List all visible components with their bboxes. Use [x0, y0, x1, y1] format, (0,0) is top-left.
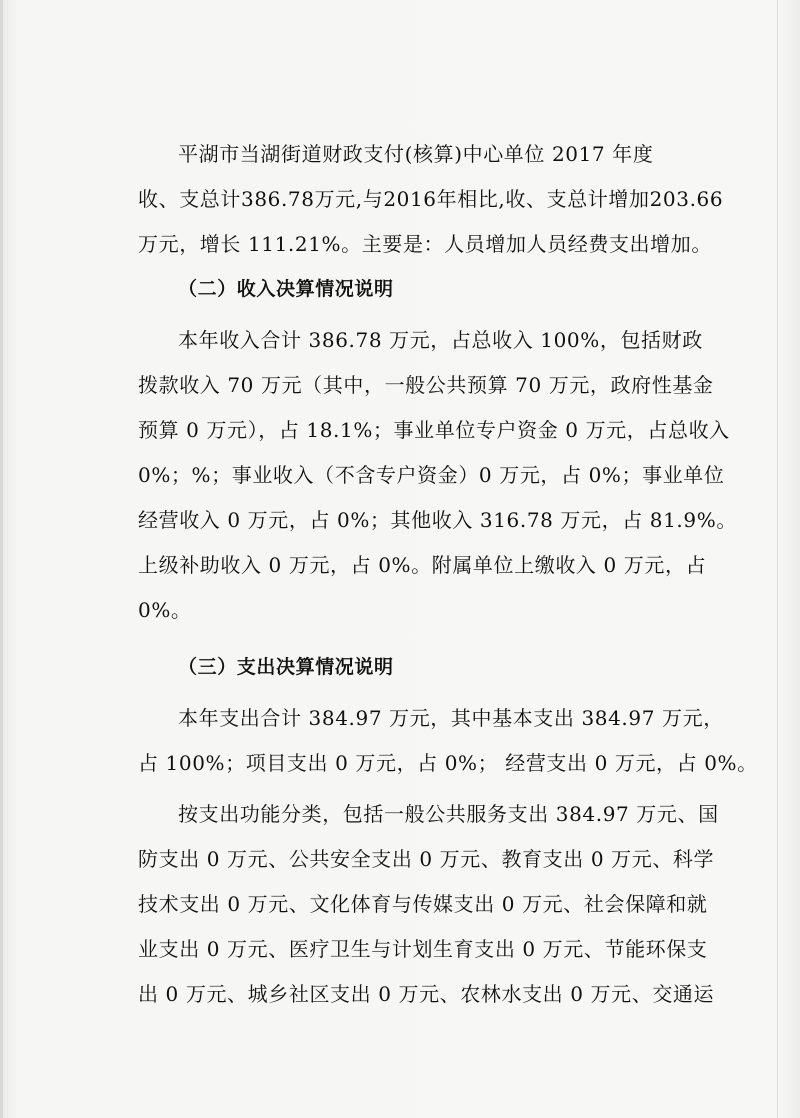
paragraph-income [138, 318, 737, 633]
text-line: 万元，增长 111.21%。主要是：人员增加人员经费支出增加。 [138, 232, 712, 256]
text-line: 平湖市当湖街道财政支付(核算)中心单位 2017 年度 [178, 142, 654, 166]
text-line: 本年支出合计 384.97 万元，其中基本支出 384.97 万元， [178, 706, 724, 730]
text-line: 本年收入合计 386.78 万元，占总收入 100%，包括财政 [178, 328, 703, 352]
text-line: 经营收入 0 万元，占 0%；其他收入 316.78 万元，占 81.9%。 [138, 508, 737, 532]
text-line: 防支出 0 万元、公共安全支出 0 万元、教育支出 0 万元、科学 [138, 847, 715, 871]
text-line: 占 100%；项目支出 0 万元，占 0%； 经营支出 0 万元，占 0%。 [138, 751, 758, 775]
paragraph-total-summary [138, 132, 724, 267]
paragraph-expenditure [138, 696, 758, 786]
text-line: 出 0 万元、城乡社区支出 0 万元、农林水支出 0 万元、交通运 [138, 982, 715, 1006]
text-line: 按支出功能分类，包括一般公共服务支出 384.97 万元、国 [178, 802, 719, 826]
text-line: 收、支总计386.78万元,与2016年相比,收、支总计增加203.66 [138, 187, 724, 211]
text-line: 预算 0 万元），占 18.1%；事业单位专户资金 0 万元，占总收入 [138, 418, 730, 442]
text-line: 业支出 0 万元、医疗卫生与计划生育支出 0 万元、节能环保支 [138, 937, 708, 961]
heading-expenditure: （三）支出决算情况说明 [178, 656, 394, 678]
text-line: 上级补助收入 0 万元，占 0%。附属单位上缴收入 0 万元，占 [138, 553, 707, 577]
heading-income: （二）收入决算情况说明 [178, 278, 394, 300]
document-body [138, 132, 758, 1017]
scan-edge-right [777, 0, 778, 1118]
text-line: 拨款收入 70 万元（其中，一般公共预算 70 万元，政府性基金 [138, 373, 714, 397]
text-line: 技术支出 0 万元、文化体育与传媒支出 0 万元、社会保障和就 [138, 892, 708, 916]
paragraph-expenditure-by-function [138, 792, 719, 1017]
text-line: 0%。 [138, 598, 192, 622]
text-line: 0%；%；事业收入（不含专户资金）0 万元，占 0%；事业单位 [138, 463, 725, 487]
scan-edge-left [0, 0, 3, 1118]
